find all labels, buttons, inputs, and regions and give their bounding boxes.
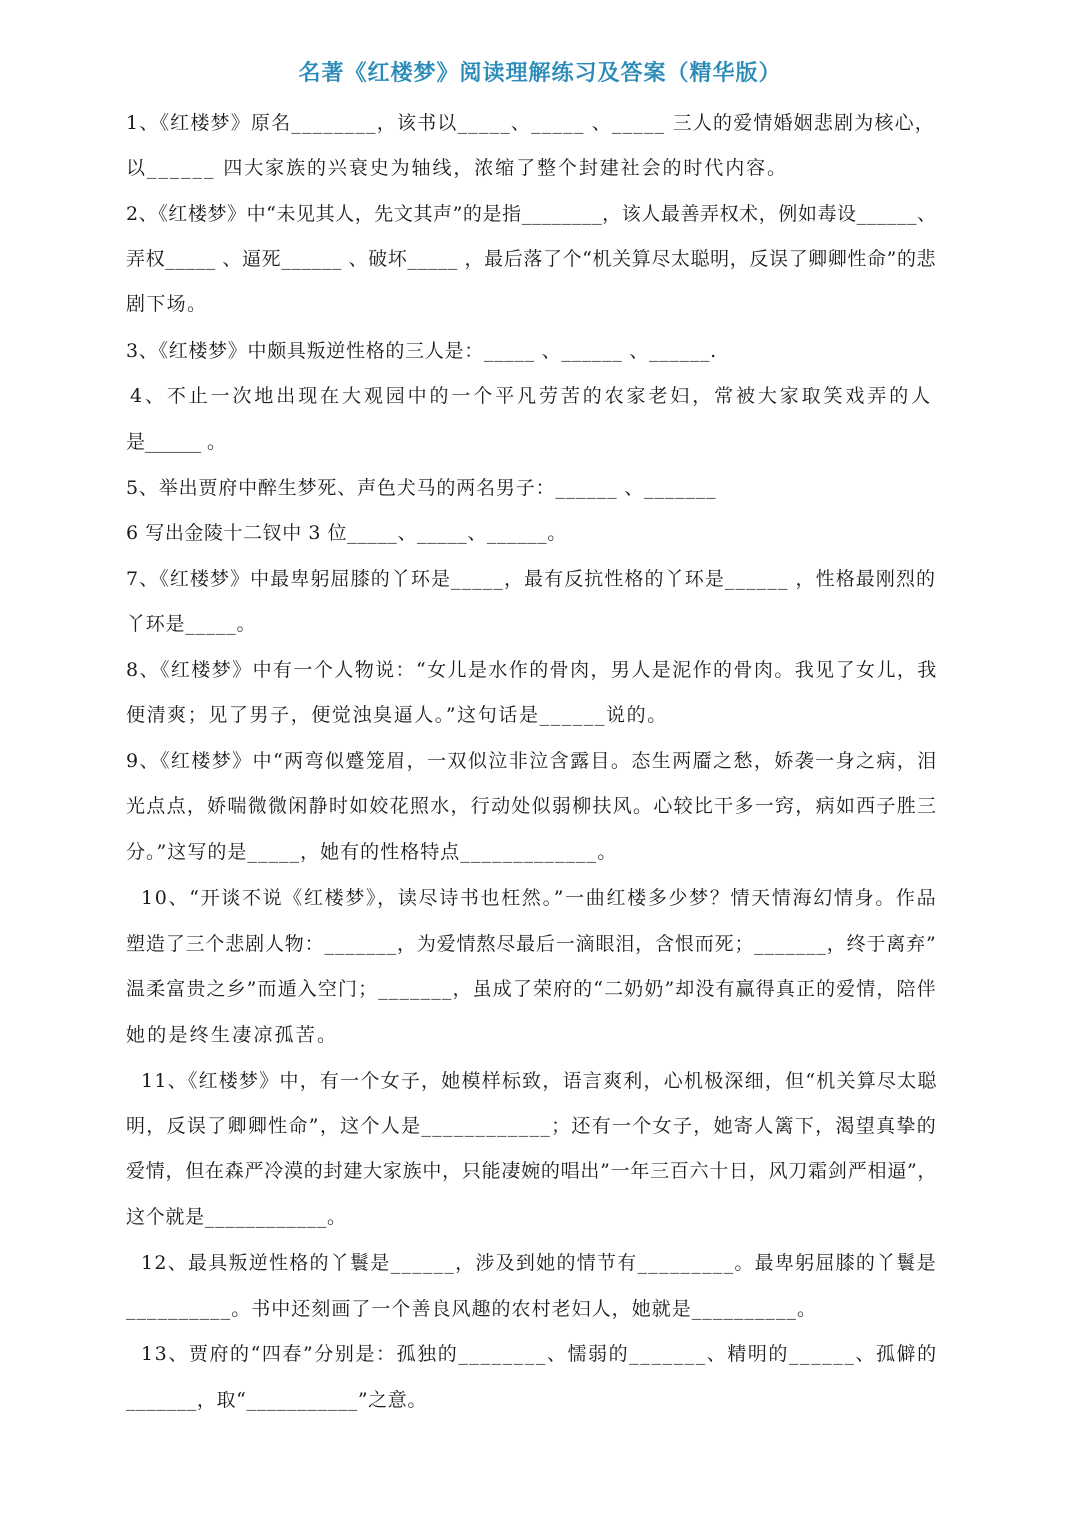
document-title: 名著《红楼梦》阅读理解练习及答案（精华版） (298, 61, 782, 86)
q9-line3: 分。”这写的是_____，她有的性格特点_____________。 (126, 841, 618, 863)
q10-line1: 10、“开谈不说《红楼梦》，读尽诗书也枉然。”一曲红楼多少梦？情天情海幻情身。作品 (141, 887, 938, 909)
q11-line3: 爱情，但在森严冷漠的封建大家族中，只能凄婉的唱出”一年三百六十日，风刀霜剑严相逼”， (126, 1160, 938, 1182)
q4-line2: 是______ 。 (126, 431, 226, 453)
q6-line1: 6 写出金陵十二钗中 3 位_____、_____、______。 (126, 522, 567, 544)
q10-line3: 温柔富贵之乡”而遁入空门；_______，虽成了荣府的“二奶奶”却没有赢得真正的爱情，陪伴 (126, 978, 937, 1000)
q13-line2: _______，取“___________”之意。 (126, 1389, 428, 1411)
q1-line1: 1、《红楼梦》原名________，该书以_____、_____ 、_____ 三人的爱情婚姻悲剧为核心， (126, 112, 935, 134)
q8-line2: 便清爽；见了男子，便觉浊臭逼人。”这句话是______说的。 (126, 704, 668, 726)
q2-line2: 弄权_____ 、逼死______ 、破坏_____ ，最后落了个“机关算尽太聪明，反误了卿卿性命”的悲 (126, 248, 937, 270)
q2-line1: 2、《红楼梦》中“未见其人，先文其声”的是指________，该人最善弄权术，例如毒设______、 (126, 203, 937, 225)
q13-line1: 13、贾府的“四春”分别是：孤独的________、懦弱的_______、精明的______、孤僻的 (141, 1343, 938, 1365)
q11-line4: 这个就是____________。 (126, 1206, 347, 1228)
q9-line2: 光点点，娇喘微微闲静时如姣花照水，行动处似弱柳扶风。心较比干多一窍，病如西子胜三 (126, 795, 938, 817)
q4-line1: 4、不止一次地出现在大观园中的一个平凡劳苦的农家老妇，常被大家取笑戏弄的人 (130, 385, 933, 407)
q7-line1: 7、《红楼梦》中最卑躬屈膝的丫环是_____，最有反抗性格的丫环是______ ，性格最刚烈的 (126, 568, 937, 590)
q11-line2: 明，反误了卿卿性命”，这个人是____________；还有一个女子，她寄人篱下，渴望真挚的 (126, 1115, 938, 1137)
q5-line1: 5、举出贾府中醉生梦死、声色犬马的两名男子：______ 、_______ (126, 477, 717, 499)
q12-line1: 12、最具叛逆性格的丫鬟是______，涉及到她的情节有_________。最卑躬屈膝的丫鬟是 (141, 1252, 937, 1274)
q9-line1: 9、《红楼梦》中“两弯似蹙笼眉，一双似泣非泣含露目。态生两靥之愁，娇袭一身之病，泪 (126, 750, 938, 772)
q11-line1: 11、《红楼梦》中，有一个女子，她模样标致，语言爽利，心机极深细，但“机关算尽太聪 (141, 1070, 938, 1092)
q8-line1: 8、《红楼梦》中有一个人物说：“女儿是水作的骨肉，男人是泥作的骨肉。我见了女儿，我 (126, 659, 938, 681)
q1-line2: 以______ 四大家族的兴衰史为轴线，浓缩了整个封建社会的时代内容。 (126, 157, 788, 179)
q2-line3: 剧下场。 (126, 293, 208, 315)
q7-line2: 丫环是_____。 (126, 613, 257, 635)
q10-line4: 她的是终生凄凉孤苦。 (126, 1024, 339, 1046)
q10-line2: 塑造了三个悲剧人物：_______，为爱情熬尽最后一滴眼泪，含恨而死；_______，终于离弃” (126, 933, 937, 955)
q3-line1: 3、《红楼梦》中颇具叛逆性格的三人是：_____ 、______ 、______. (126, 340, 717, 362)
q12-line2: __________。书中还刻画了一个善良风趣的农村老妇人，她就是__________。 (126, 1298, 818, 1320)
